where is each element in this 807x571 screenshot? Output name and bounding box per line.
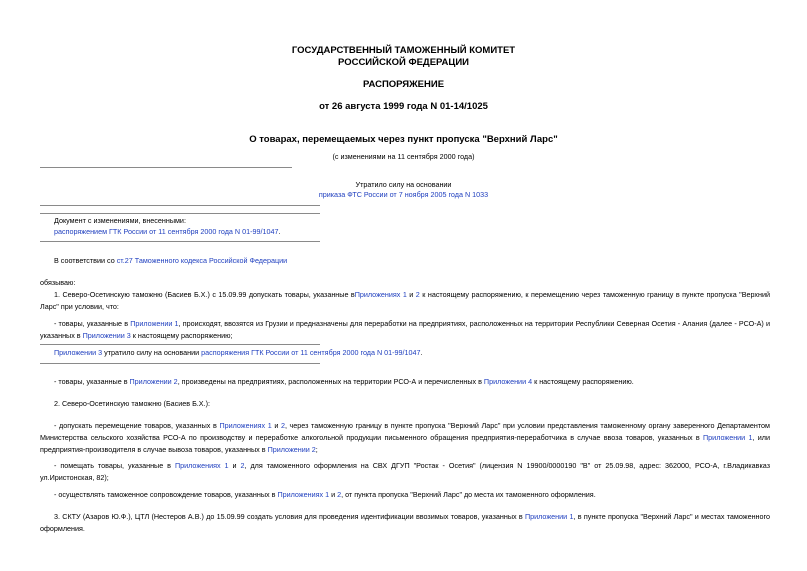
p1-text-c: к настоящему распоряжению, к перемещению через таможенную границу в пункте пропуска "Верхний Ларс" при условии, что: xyxy=(40,290,771,311)
lost-force-text: Утратило силу на основании xyxy=(355,180,452,189)
paragraph-8 xyxy=(40,489,770,501)
document-date-number: от 26 августа 1999 года N 01-14/1025 xyxy=(319,101,488,112)
annex-1-link[interactable]: Приложениях 1 xyxy=(219,421,272,430)
annex-1-link[interactable]: Приложении 1 xyxy=(130,319,179,328)
divider xyxy=(40,167,292,168)
p3-text-a: утратило силу на основании xyxy=(102,348,202,357)
p7-text-b: и xyxy=(228,461,241,470)
obligate-text: обязываю: xyxy=(40,278,76,287)
p2-text-b: , происходят, ввозятся из Грузии и предназначены для переработки на предприятиях, расположенных на территории Республики Северная Осетия - Алания (далее - РСО-А) и указанных в xyxy=(40,319,770,340)
amendment-note: (с изменениями на 11 сентября 2000 года) xyxy=(332,152,475,161)
p2-text-a: - товары, указанные в xyxy=(54,319,131,328)
p6-text-c: , через таможенную границу в пункте пропуска "Верхний Ларс" при условии представления таможенному органу заверенного Департаментом Министерства сельского хозяйства РСО-А по производству и переработке алкогольной продукции письменного обращения предприятия-переработчика в случае ввоза товаров, указанных в xyxy=(40,421,770,442)
p1-text-b: и xyxy=(406,290,416,299)
annex-2-link[interactable]: 2 xyxy=(337,490,342,499)
annex-1-link[interactable]: Приложении 1 xyxy=(703,433,753,442)
annex-2-link[interactable]: 2 xyxy=(415,290,420,299)
annex-3-link[interactable]: Приложении 3 xyxy=(54,348,103,357)
org-name-line2: РОССИЙСКОЙ ФЕДЕРАЦИИ xyxy=(337,57,469,68)
gtk-order-link[interactable]: распоряжения ГТК России от 11 сентября 2000 года N 01-99/1047 xyxy=(201,348,421,357)
paragraph-6 xyxy=(40,420,770,456)
divider xyxy=(40,213,320,214)
divider xyxy=(40,241,320,242)
changes-tail: . xyxy=(278,227,281,236)
lost-force-line xyxy=(0,190,807,199)
p4-text-a: - товары, указанные в xyxy=(54,377,130,386)
annex-2-link[interactable]: 2 xyxy=(280,421,285,430)
p9-text-a: 3. СКТУ (Азаров Ю.Ф.), ЦТЛ (Нестеров А.В.) до 15.09.99 создать условия для проведения идентификации ввозимых товаров, указанных в xyxy=(54,512,525,521)
p4-text-b: , произведены на предприятиях, расположенных на территории РСО-А и перечисленных в xyxy=(177,377,484,386)
p7-text-c: , для таможенного оформления на СВХ ДГУП "Ростак - Осетия" (лицензия N 19900/0000190 "В" от 25.09.98, адрес: 362000, РСО-А, г.Владикавказ ул.Иристонская, 82); xyxy=(40,461,770,482)
p8-text-b: и xyxy=(329,490,338,499)
document-type: РАСПОРЯЖЕНИЕ xyxy=(362,79,445,90)
annex-1-link[interactable]: Приложениях 1 xyxy=(277,490,330,499)
annex-1-link[interactable]: Приложениях 1 xyxy=(354,290,407,299)
paragraph-5: 2. Северо-Осетинскую таможню (Басиев Б.Х.): xyxy=(54,399,210,408)
paragraph-4 xyxy=(40,376,770,388)
lost-force-link[interactable]: приказа ФТС России от 7 ноября 2005 года N 1033 xyxy=(318,190,489,199)
changes-line xyxy=(54,227,280,236)
divider xyxy=(40,363,320,364)
p3-text-b: . xyxy=(420,348,423,357)
paragraph-1 xyxy=(40,289,770,313)
org-name-line1: ГОСУДАРСТВЕННЫЙ ТАМОЖЕННЫЙ КОМИТЕТ xyxy=(291,45,516,56)
p6-text-a: - допускать перемещение товаров, указанных в xyxy=(54,421,220,430)
divider xyxy=(40,344,320,345)
p9-text-b: , в пункте пропуска "Верхний Ларс" и местах таможенного оформления. xyxy=(40,512,770,533)
p2-text-c: к настоящему распоряжению; xyxy=(130,331,233,340)
changes-link[interactable]: распоряжением ГТК России от 11 сентября 2000 года N 01-99/1047 xyxy=(54,227,279,236)
paragraph-2 xyxy=(40,318,770,342)
p4-text-c: к настоящему распоряжению. xyxy=(532,377,634,386)
p6-text-e: ; xyxy=(315,445,318,454)
tc-article-link[interactable]: ст.27 Таможенного кодекса Российской Федерации xyxy=(116,256,288,265)
intro-line xyxy=(54,256,287,265)
annex-2-link[interactable]: Приложении 2 xyxy=(129,377,178,386)
p6-text-b: и xyxy=(271,421,281,430)
p7-text-a: - помещать товары, указанные в xyxy=(54,461,175,470)
changes-text: Документ с изменениями, внесенными: xyxy=(54,216,186,225)
annex-3-link[interactable]: Приложении 3 xyxy=(82,331,131,340)
annex-4-link[interactable]: Приложении 4 xyxy=(483,377,533,386)
annex-2-link[interactable]: Приложении 2 xyxy=(267,445,316,454)
p1-text-a: 1. Северо-Осетинскую таможню (Басиев Б.Х.) с 15.09.99 допускать товары, указанные в xyxy=(54,290,355,299)
p8-text-a: - осуществлять таможенное сопровождение товаров, указанных в xyxy=(54,490,278,499)
p8-text-c: , от пункта пропуска "Верхний Ларс" до места их таможенного оформления. xyxy=(341,490,596,499)
annex-3-note xyxy=(54,348,423,357)
document-subject: О товарах, перемещаемых через пункт пропуска "Верхний Ларс" xyxy=(249,134,558,145)
intro-text: В соответствии со xyxy=(54,256,117,265)
annex-1-link[interactable]: Приложениях 1 xyxy=(174,461,229,470)
paragraph-7 xyxy=(40,460,770,484)
paragraph-9 xyxy=(40,511,770,535)
annex-2-link[interactable]: 2 xyxy=(240,461,245,470)
annex-1-link[interactable]: Приложении 1 xyxy=(524,512,574,521)
divider xyxy=(40,205,320,206)
p6-text-d: , или предприятия-производителя в случае вывоза товаров, указанных в xyxy=(40,433,770,454)
